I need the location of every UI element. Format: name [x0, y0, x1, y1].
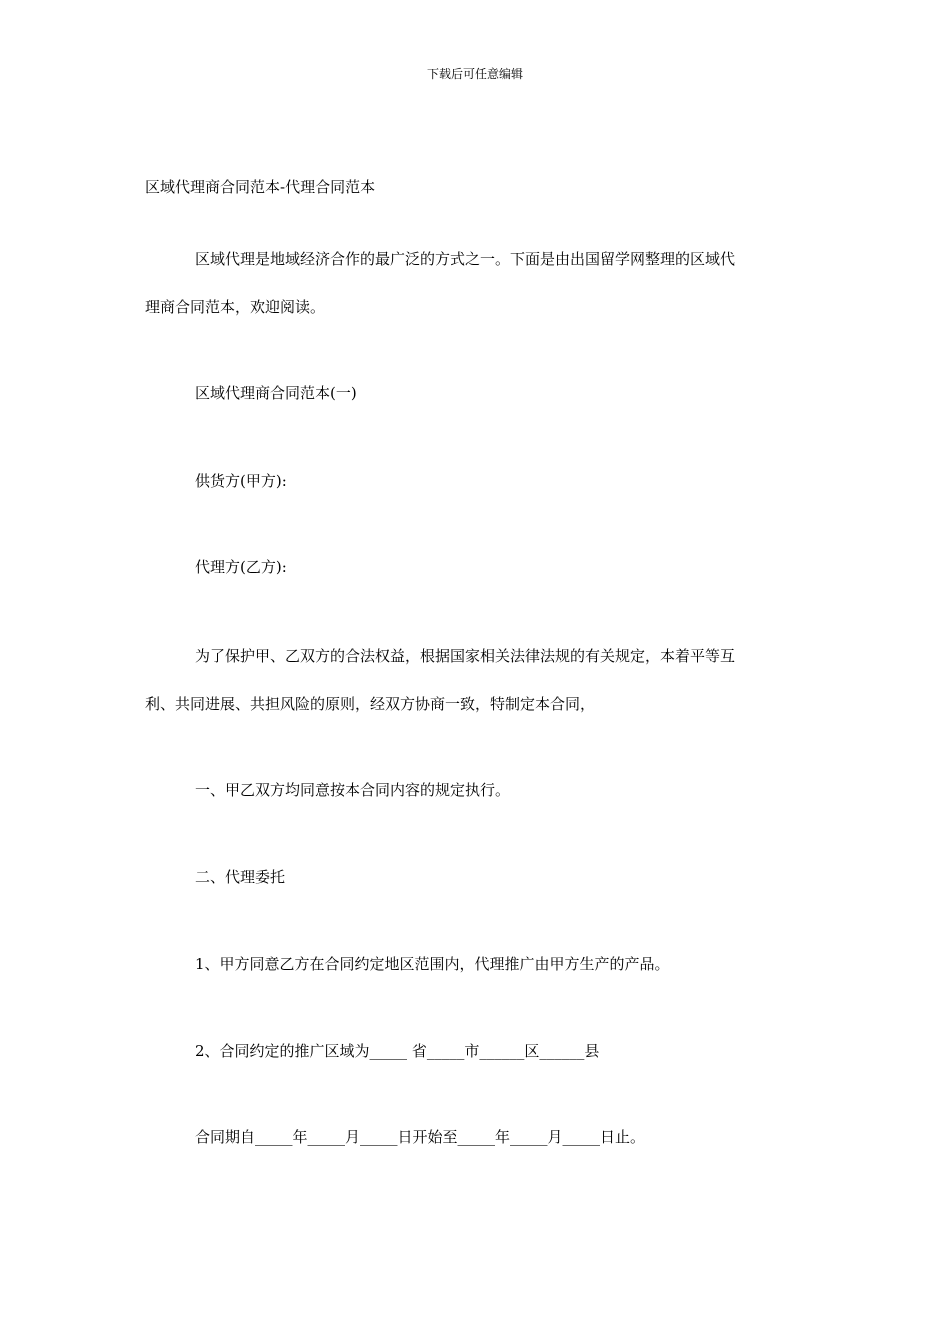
- preamble-line-2: 利、共同进展、共担风险的原则，经双方协商一致，特制定本合同，: [145, 695, 596, 713]
- contract-term: 合同期自_____年_____月_____日开始至_____年_____月_____日止。: [195, 1128, 646, 1146]
- clause-2-item-2: 2、合同约定的推广区域为_____ 省_____市______区______县: [195, 1042, 600, 1060]
- contract-subtitle: 区域代理商合同范本(一): [195, 384, 357, 402]
- party-b-label: 代理方(乙方):: [195, 558, 287, 576]
- document-title: 区域代理商合同范本-代理合同范本: [145, 178, 376, 196]
- clause-1: 一、甲乙双方均同意按本合同内容的规定执行。: [195, 781, 511, 799]
- party-a-label: 供货方(甲方):: [195, 472, 287, 490]
- intro-paragraph-line-2: 理商合同范本，欢迎阅读。: [145, 298, 326, 316]
- clause-2-heading: 二、代理委托: [195, 868, 286, 886]
- header-note: 下载后可任意编辑: [426, 67, 523, 81]
- intro-paragraph-line-1: 区域代理是地域经济合作的最广泛的方式之一。下面是由出国留学网整理的区域代: [195, 250, 736, 268]
- clause-2-item-1: 1、甲方同意乙方在合同约定地区范围内，代理推广由甲方生产的产品。: [195, 955, 670, 973]
- preamble-line-1: 为了保护甲、乙双方的合法权益，根据国家相关法律法规的有关规定，本着平等互: [195, 647, 736, 665]
